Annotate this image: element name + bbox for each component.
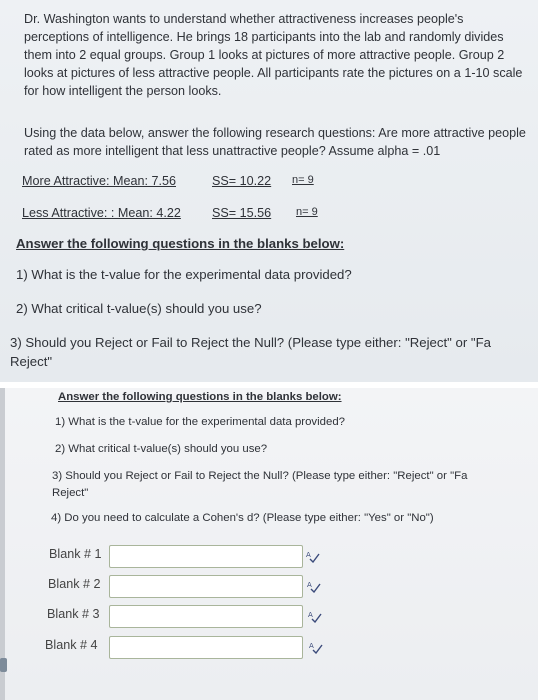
spellcheck-icon[interactable]: [308, 609, 322, 623]
scroll-marker[interactable]: [0, 658, 7, 672]
blank-1-input[interactable]: [109, 545, 303, 568]
question-4-b: 4) Do you need to calculate a Cohen's d? (Please type either: "Yes" or "No"): [51, 512, 434, 524]
question-2-b: 2) What critical t-value(s) should you use?: [55, 443, 268, 455]
spellcheck-icon[interactable]: [306, 549, 320, 563]
blank-4-label: Blank # 4: [45, 638, 98, 652]
question-photo-bottom: [5, 388, 538, 700]
instructions-heading-2: Answer the following questions in the blanks below:: [58, 391, 342, 403]
question-3-line2: Reject": [10, 354, 53, 369]
less-attractive-mean: Less Attractive: : Mean: 4.22: [22, 206, 181, 220]
question-3-b-line1: 3) Should you Reject or Fail to Reject the Null? (Please type either: "Reject" or "Fa: [52, 470, 468, 482]
spellcheck-icon[interactable]: [307, 579, 321, 593]
svg-text:A: A: [308, 611, 313, 619]
less-attractive-n: n= 9: [296, 206, 318, 218]
more-attractive-n: n= 9: [292, 174, 314, 186]
blank-4-input[interactable]: [109, 636, 303, 659]
svg-text:A: A: [309, 642, 314, 650]
question-3-b-line2: Reject": [52, 487, 89, 499]
spellcheck-icon[interactable]: [309, 640, 323, 654]
blank-3-label: Blank # 3: [47, 607, 100, 621]
blank-3-input[interactable]: [109, 605, 303, 628]
more-attractive-mean: More Attractive: Mean: 7.56: [22, 174, 176, 188]
more-attractive-ss: SS= 10.22: [212, 174, 272, 188]
question-1-b: 1) What is the t-value for the experimental data provided?: [55, 416, 345, 428]
svg-text:A: A: [306, 551, 311, 559]
svg-text:A: A: [307, 581, 312, 589]
problem-intro: Dr. Washington wants to understand whether attractiveness increases people's perceptions of intelligence. He brings 18 participants into the lab and randomly divides them into 2 equal groups. Group 1 looks at pictures of more attractive people. Group 2 looks at pictures of less attractive people. All participants rate the pictures on a 1-10 scale for how intelligent the person looks.: [24, 12, 523, 98]
blank-1-label: Blank # 1: [49, 547, 102, 561]
question-2: 2) What critical t-value(s) should you use?: [16, 301, 262, 316]
instructions-heading: Answer the following questions in the blanks below:: [16, 236, 345, 251]
blank-2-label: Blank # 2: [48, 577, 101, 591]
research-question: Using the data below, answer the following research questions: Are more attractive people rated as more intelligent that less unattractive people? Assume alpha = .01: [24, 126, 526, 158]
question-1: 1) What is the t-value for the experimental data provided?: [16, 267, 352, 282]
blank-2-input[interactable]: [109, 575, 303, 598]
question-3-line1: 3) Should you Reject or Fail to Reject the Null? (Please type either: "Reject" or "Fa: [10, 335, 491, 350]
less-attractive-ss: SS= 15.56: [212, 206, 272, 220]
